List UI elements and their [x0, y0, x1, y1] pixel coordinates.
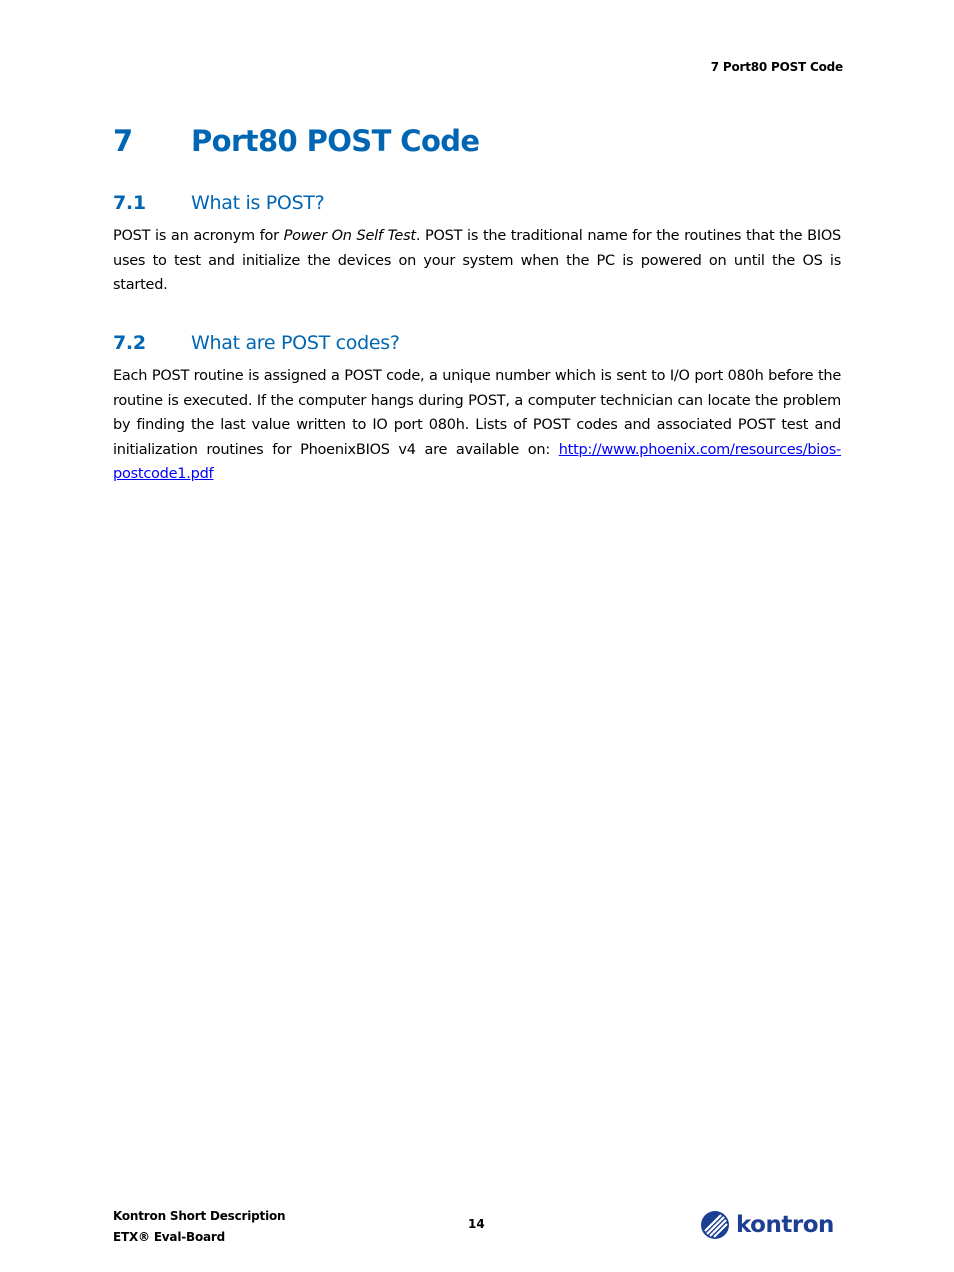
kontron-logo: [700, 1209, 834, 1241]
paragraph-text: POST is an acronym for: [113, 228, 284, 244]
kontron-logo-icon: [700, 1210, 730, 1240]
section-heading-7-1: [113, 192, 324, 214]
section-title: What is POST?: [191, 192, 325, 214]
paragraph-italic-term: Power On Self Test: [283, 228, 416, 244]
section-title: What are POST codes?: [191, 332, 400, 354]
section-number: 7.2: [113, 332, 146, 354]
section-number: 7.1: [113, 192, 146, 214]
section-7-1-paragraph: [113, 224, 841, 298]
paragraph-text: Each POST routine is assigned a POST code, a unique number which is sent to I/O port 080h before the routine is executed. If the computer hangs during POST, a computer technician can locate the problem by finding the last value written to IO port 080h. Lists of POST codes and associated POST test and initialization routines for PhoenixBIOS v4 are available on:: [113, 368, 841, 458]
footer-line-1: Kontron Short Description: [113, 1209, 286, 1223]
footer-document-info: [113, 1206, 285, 1248]
footer-line-2: ETX® Eval-Board: [113, 1230, 226, 1244]
paragraph-text: . POST is the traditional name for the routines that the BIOS uses to test and initialize the devices on your system when the PC is powered on until the OS is started.: [113, 228, 841, 293]
chapter-title: Port80 POST Code: [191, 124, 480, 158]
running-header: 7 Port80 POST Code: [710, 60, 843, 74]
page-number: 14: [468, 1217, 485, 1231]
chapter-heading: [113, 124, 480, 158]
phoenix-postcode-link[interactable]: http://www.phoenix.com/resources/bios-postcode1.pdf: [113, 441, 841, 482]
chapter-number: 7: [113, 124, 133, 158]
section-heading-7-2: [113, 332, 400, 354]
kontron-logo-text: kontron: [736, 1212, 834, 1238]
section-7-2-paragraph: [113, 364, 841, 487]
